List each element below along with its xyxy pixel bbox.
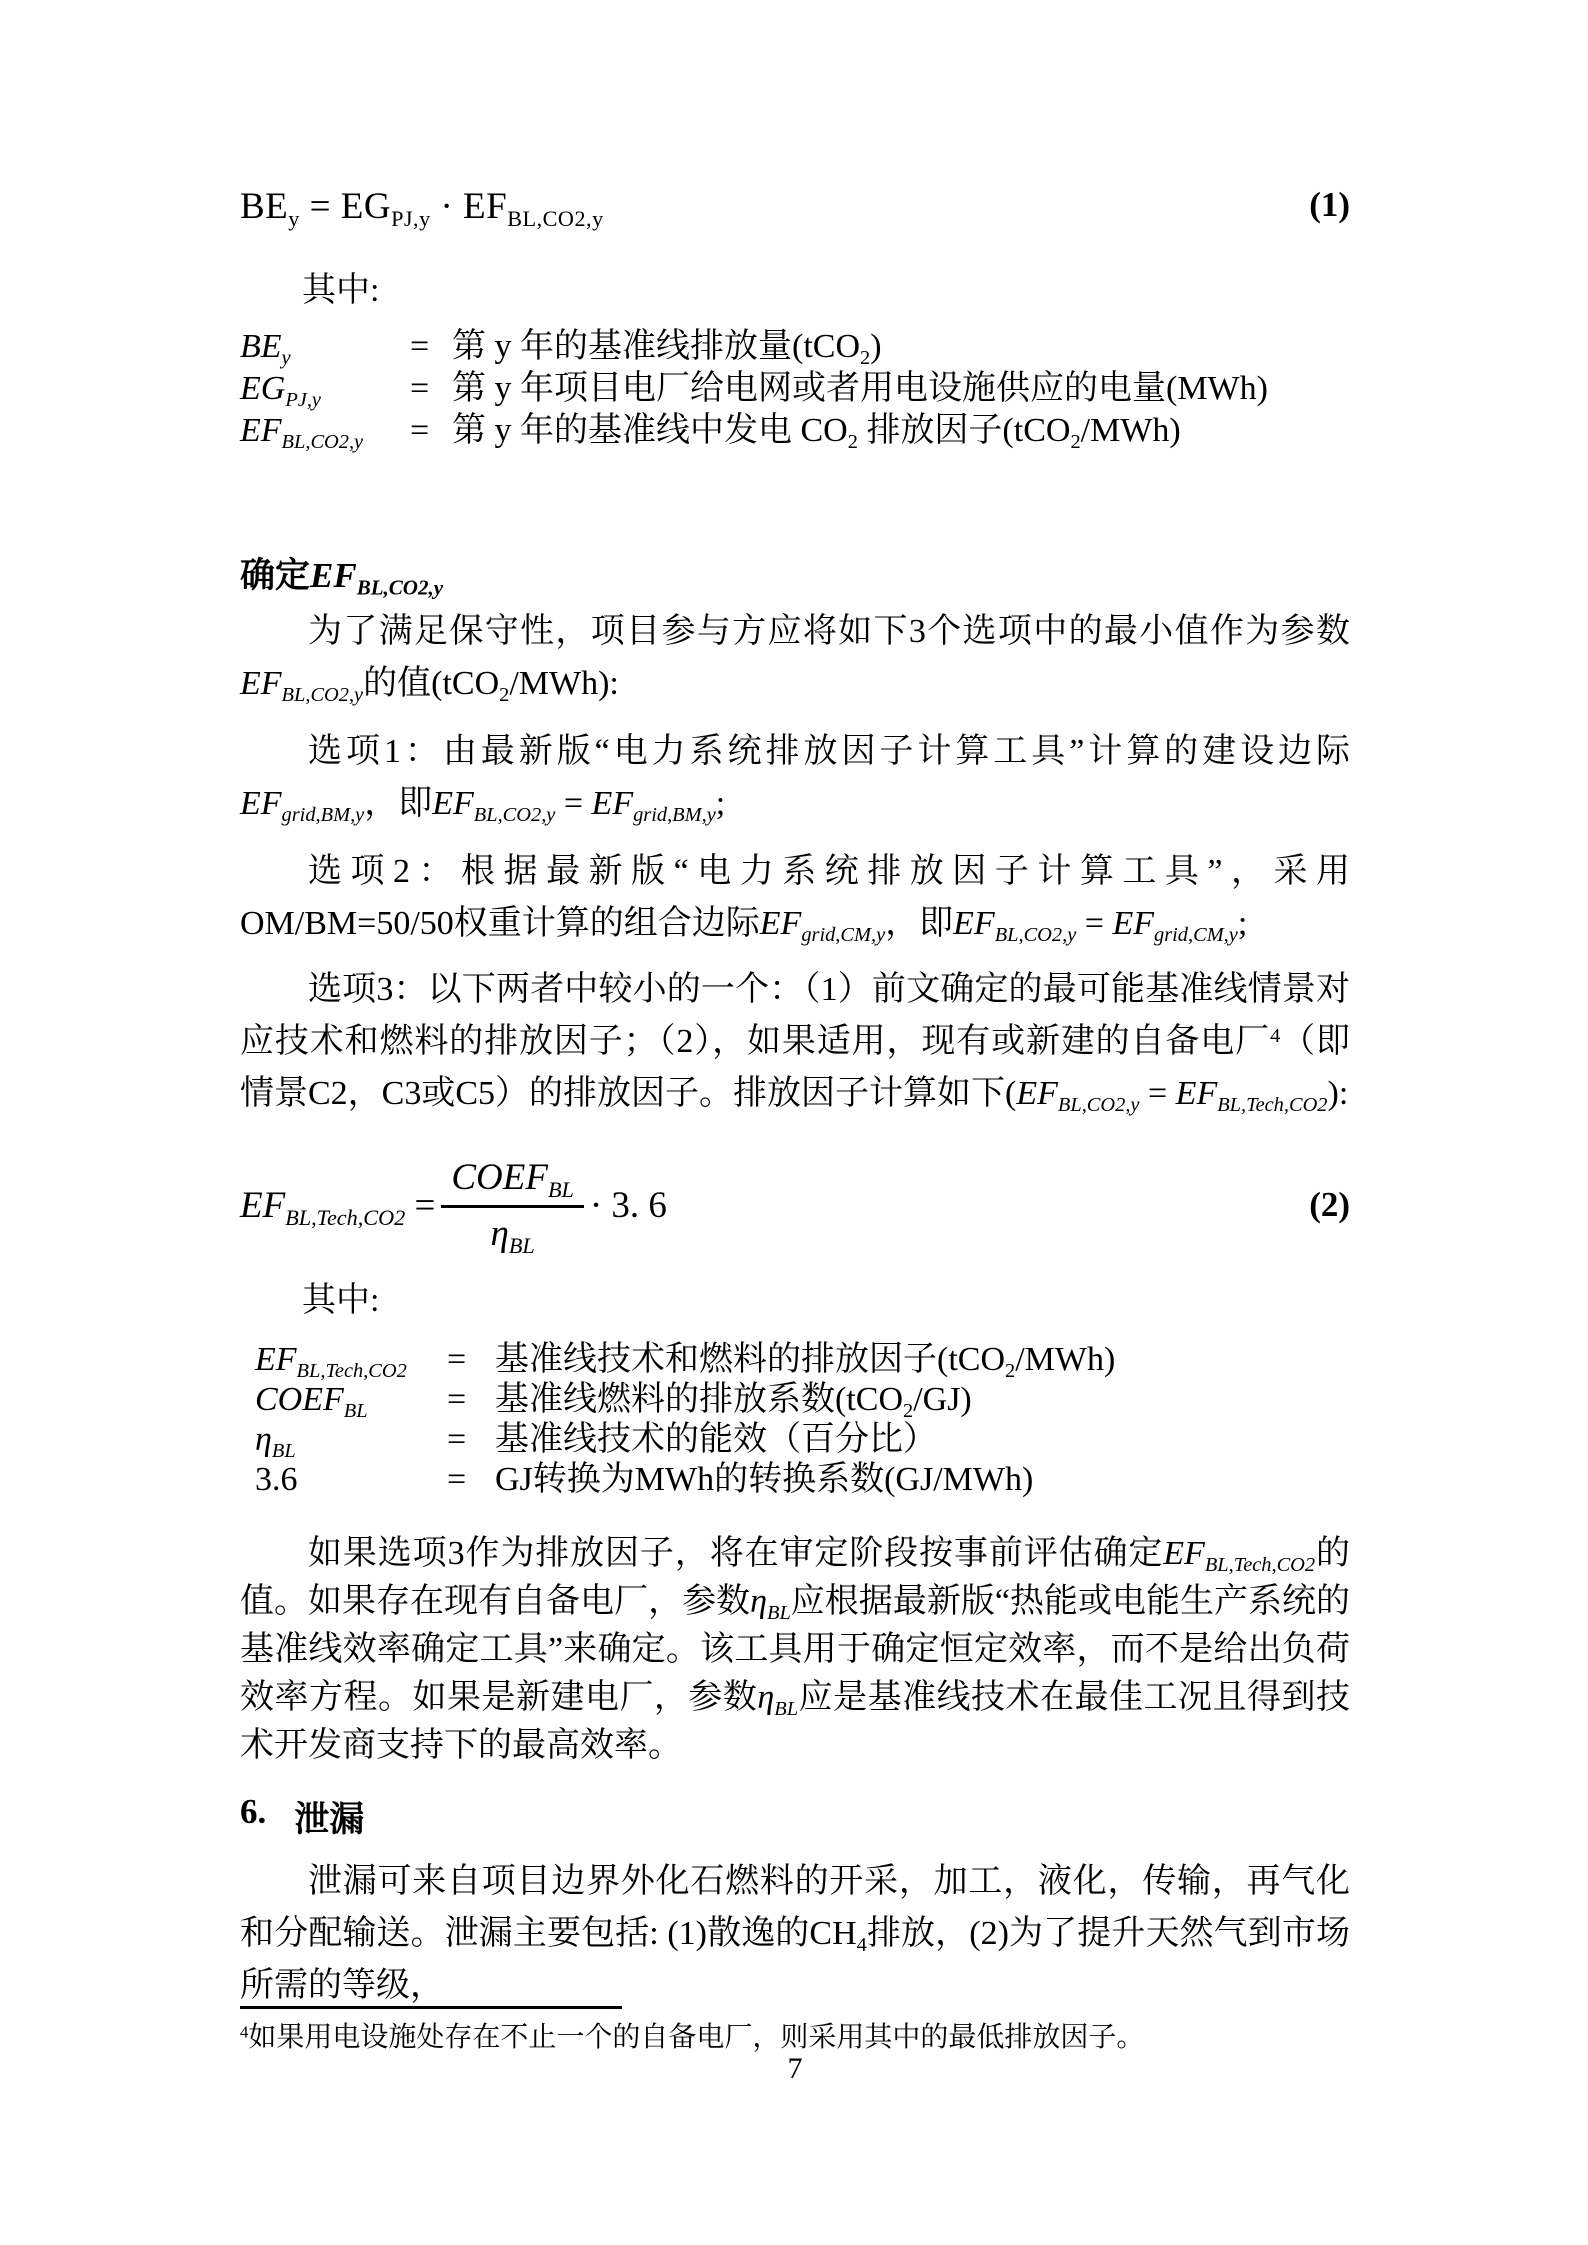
paragraph-leakage: 泄漏可来自项目边界外化石燃料的开采，加工，液化，传输，再气化和分配输送。泄漏主要包括: (1)散逸的$CH_4$排放，(2)为了提升天然气到市场所需的等级， xyxy=(240,1863,1350,2004)
equals-sign: = xyxy=(447,1341,467,1378)
definition-description: 基准线技术的能效（百分比） xyxy=(495,1421,937,1458)
table-row xyxy=(255,1340,1365,1383)
definition-symbol: $EF_{BL,Tech,CO2}$ xyxy=(255,1341,407,1383)
definition-description: 第 y 年项目电厂给电网或者用电设施供应的电量(MWh) xyxy=(452,370,1268,407)
definitions-table-2 xyxy=(240,1340,1365,1500)
equals-sign: = xyxy=(410,412,430,449)
definition-symbol: $COEF_{BL}$ xyxy=(255,1381,368,1423)
fraction xyxy=(441,1156,584,1258)
paragraph-intro: 为了满足保守性，项目参与方应将如下3个选项中的最小值作为参数$EF_{BL,CO2,y}$的值(tCO$_2$/MWh): xyxy=(240,613,1350,707)
equals-sign: = xyxy=(410,370,430,407)
definition-description: 基准线技术和燃料的排放因子(tCO$_2$/MWh) xyxy=(495,1341,1116,1383)
heading-determine-ef: 确定$EF_{BL,CO2,y}$ xyxy=(240,556,444,600)
equals-sign: = xyxy=(447,1461,467,1498)
paragraph-option-3: 选项3：以下两者中较小的一个：（1）前文确定的最可能基准线情景对应技术和燃料的排放因子；（2），如果适用，现有或新建的自备电厂$^4$（即情景C2，C3或C5）的排放因子。排放因子计算如下$(EF_{BL,CO2,y} = EF_{BL,Tech,CO2})$: xyxy=(240,971,1351,1117)
definition-description: 基准线燃料的排放系数(tCO$_2$/GJ) xyxy=(495,1381,972,1423)
definition-symbol: $BE_y$ xyxy=(240,328,291,370)
equals-sign: = xyxy=(447,1381,467,1418)
paragraph-option3-note: 如果选项3作为排放因子，将在审定阶段按事前评估确定$EF_{BL,Tech,CO2}$的值。如果存在现有自备电厂，参数$\eta_{BL}$应根据最新版“热能或电能生产系统的基准线效率确定工具”来确定。该工具用于确定恒定效率，而不是给出负荷效率方程。如果是新建电厂，参数$\eta_{BL}$应是基准线技术在最佳工况且得到技术开发商支持下的最高效率。 xyxy=(240,1535,1351,1764)
definition-description: 第 y 年的基准线排放量(tCO$_2$) xyxy=(452,328,882,370)
definition-description: 第 y 年的基准线中发电 $CO_2$ 排放因子(tCO$_2$/MWh) xyxy=(452,412,1181,454)
equation-2-multiplier: · 3. 6 xyxy=(589,1184,667,1226)
where-label-1: 其中: xyxy=(302,272,380,309)
page-number: 7 xyxy=(787,2052,803,2085)
section-title: 泄漏 xyxy=(294,1800,365,1839)
table-row xyxy=(240,410,1350,452)
table-row xyxy=(240,326,1350,368)
footnote-separator xyxy=(240,2006,622,2009)
table-row xyxy=(255,1420,1365,1463)
section-heading-leakage xyxy=(240,1792,1350,1842)
table-row xyxy=(240,368,1350,410)
fraction-denominator: $\eta_{BL}$ xyxy=(441,1205,584,1255)
equation-1 xyxy=(240,185,1350,231)
where-label-2: 其中: xyxy=(302,1282,380,1319)
section-number: 6. xyxy=(240,1792,267,1831)
definition-symbol: $\eta_{BL}$ xyxy=(255,1421,296,1463)
paragraph-option-1: 选项1：由最新版“电力系统排放因子计算工具”计算的建设边际$EF_{grid,BM,y}$，即$EF_{BL,CO2,y} = EF_{grid,BM,y}$; xyxy=(240,733,1350,827)
equals-sign: = xyxy=(410,328,430,365)
equation-2 xyxy=(240,1140,1350,1270)
fraction-numerator: $COEF_{BL}$ xyxy=(451,1156,574,1202)
equation-1-body: $BE_y = EG_{PJ,y} \cdot EF_{BL,CO2,y}$ xyxy=(240,186,604,231)
equation-1-number: (1) xyxy=(1309,185,1350,224)
equation-2-body xyxy=(240,1156,667,1258)
definition-symbol: $EG_{PJ,y}$ xyxy=(240,370,321,412)
table-row xyxy=(255,1380,1365,1423)
table-row xyxy=(255,1460,1365,1500)
definition-description: GJ转换为MWh的转换系数(GJ/MWh) xyxy=(495,1461,1034,1498)
definition-symbol: $EF_{BL,CO2,y}$ xyxy=(240,412,364,454)
paragraph-option-2: 选项2：根据最新版“电力系统排放因子计算工具”，采用OM/BM=50/50权重计算的组合边际$EF_{grid,CM,y}$，即$EF_{BL,CO2,y} = EF_{grid,CM,y}$; xyxy=(240,853,1350,947)
equation-2-number: (2) xyxy=(1309,1185,1350,1224)
definitions-table-1 xyxy=(240,326,1350,452)
equals-sign: = xyxy=(447,1421,467,1458)
equation-2-lhs: $EF_{BL,Tech,CO2}$ = xyxy=(240,1184,436,1230)
definition-symbol: 3.6 xyxy=(255,1461,298,1498)
footnote-text: $^4$如果用电设施处存在不止一个的自备电厂，则采用其中的最低排放因子。 xyxy=(240,2022,1145,2053)
